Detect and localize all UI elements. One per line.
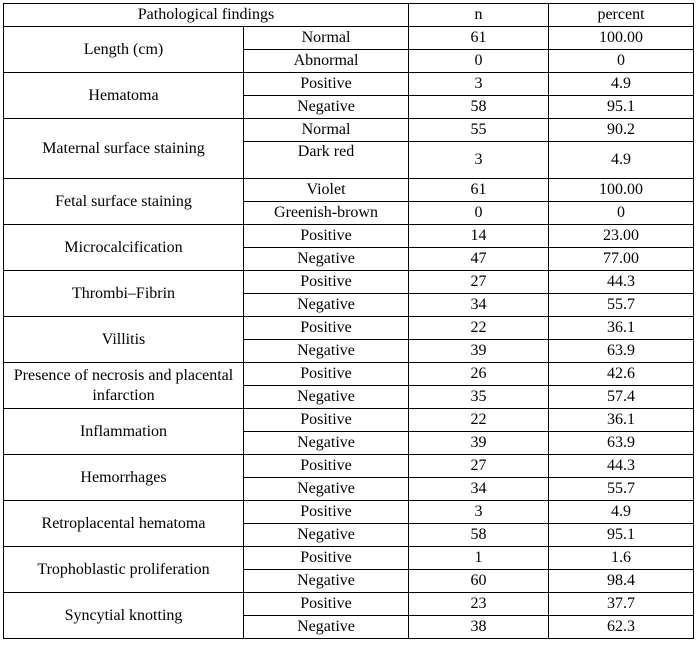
category-cell: Positive	[244, 455, 409, 478]
percent-cell: 77.00	[549, 248, 694, 271]
category-cell: Negative	[244, 294, 409, 317]
category-cell: Negative	[244, 432, 409, 455]
category-cell: Normal	[244, 119, 409, 142]
percent-cell: 44.3	[549, 455, 694, 478]
finding-label: Villitis	[4, 317, 244, 363]
finding-label: Hemorrhages	[4, 455, 244, 501]
table-row	[4, 271, 694, 294]
percent-cell: 57.4	[549, 386, 694, 409]
category-cell: Dark red	[244, 142, 409, 179]
category-cell: Positive	[244, 547, 409, 570]
category-cell: Violet	[244, 179, 409, 202]
table-row	[4, 179, 694, 202]
percent-cell: 98.4	[549, 570, 694, 593]
category-cell: Positive	[244, 409, 409, 432]
percent-cell: 100.00	[549, 179, 694, 202]
n-cell: 61	[409, 27, 549, 50]
n-cell: 34	[409, 294, 549, 317]
category-cell: Negative	[244, 386, 409, 409]
n-cell: 47	[409, 248, 549, 271]
n-cell: 26	[409, 363, 549, 386]
finding-label: Thrombi–Fibrin	[4, 271, 244, 317]
category-cell: Positive	[244, 73, 409, 96]
finding-label: Fetal surface staining	[4, 179, 244, 225]
finding-label: Presence of necrosis and placental infarction	[4, 363, 244, 409]
header-pathological-findings: Pathological findings	[4, 4, 409, 27]
percent-cell: 100.00	[549, 27, 694, 50]
n-cell: 38	[409, 616, 549, 639]
category-cell: Abnormal	[244, 50, 409, 73]
n-cell: 0	[409, 202, 549, 225]
table-row	[4, 225, 694, 248]
category-cell: Negative	[244, 524, 409, 547]
category-cell: Negative	[244, 570, 409, 593]
percent-cell: 0	[549, 202, 694, 225]
finding-label: Retroplacental hematoma	[4, 501, 244, 547]
findings-table	[3, 3, 694, 639]
category-cell: Positive	[244, 317, 409, 340]
header-n: n	[409, 4, 549, 27]
percent-cell: 62.3	[549, 616, 694, 639]
n-cell: 27	[409, 455, 549, 478]
percent-cell: 36.1	[549, 409, 694, 432]
finding-label: Syncytial knotting	[4, 593, 244, 639]
percent-cell: 1.6	[549, 547, 694, 570]
percent-cell: 63.9	[549, 432, 694, 455]
percent-cell: 95.1	[549, 524, 694, 547]
n-cell: 0	[409, 50, 549, 73]
n-cell: 27	[409, 271, 549, 294]
table-row	[4, 119, 694, 142]
percent-cell: 4.9	[549, 501, 694, 524]
n-cell: 22	[409, 317, 549, 340]
n-cell: 34	[409, 478, 549, 501]
percent-cell: 55.7	[549, 478, 694, 501]
category-cell: Positive	[244, 501, 409, 524]
category-cell: Positive	[244, 271, 409, 294]
category-cell: Negative	[244, 616, 409, 639]
n-cell: 3	[409, 73, 549, 96]
table-row	[4, 409, 694, 432]
percent-cell: 44.3	[549, 271, 694, 294]
header-percent: percent	[549, 4, 694, 27]
table-row	[4, 73, 694, 96]
table-row	[4, 317, 694, 340]
n-cell: 3	[409, 142, 549, 179]
percent-cell: 4.9	[549, 73, 694, 96]
percent-cell: 55.7	[549, 294, 694, 317]
table-row	[4, 363, 694, 386]
category-cell: Positive	[244, 593, 409, 616]
percent-cell: 0	[549, 50, 694, 73]
percent-cell: 23.00	[549, 225, 694, 248]
n-cell: 35	[409, 386, 549, 409]
n-cell: 14	[409, 225, 549, 248]
n-cell: 55	[409, 119, 549, 142]
category-cell: Negative	[244, 96, 409, 119]
finding-label: Inflammation	[4, 409, 244, 455]
n-cell: 60	[409, 570, 549, 593]
category-cell: Negative	[244, 478, 409, 501]
table-row	[4, 547, 694, 570]
n-cell: 23	[409, 593, 549, 616]
finding-label: Hematoma	[4, 73, 244, 119]
percent-cell: 36.1	[549, 317, 694, 340]
n-cell: 58	[409, 524, 549, 547]
percent-cell: 42.6	[549, 363, 694, 386]
table-row	[4, 27, 694, 50]
category-cell: Positive	[244, 363, 409, 386]
percent-cell: 90.2	[549, 119, 694, 142]
category-cell: Greenish-brown	[244, 202, 409, 225]
category-cell: Positive	[244, 225, 409, 248]
category-cell: Normal	[244, 27, 409, 50]
category-cell: Negative	[244, 340, 409, 363]
table-row	[4, 501, 694, 524]
percent-cell: 4.9	[549, 142, 694, 179]
finding-label: Maternal surface staining	[4, 119, 244, 179]
n-cell: 61	[409, 179, 549, 202]
finding-label: Trophoblastic proliferation	[4, 547, 244, 593]
category-cell: Negative	[244, 248, 409, 271]
n-cell: 39	[409, 340, 549, 363]
n-cell: 39	[409, 432, 549, 455]
n-cell: 22	[409, 409, 549, 432]
n-cell: 1	[409, 547, 549, 570]
percent-cell: 37.7	[549, 593, 694, 616]
finding-label: Length (cm)	[4, 27, 244, 73]
finding-label: Microcalcification	[4, 225, 244, 271]
n-cell: 3	[409, 501, 549, 524]
percent-cell: 63.9	[549, 340, 694, 363]
table-row	[4, 455, 694, 478]
percent-cell: 95.1	[549, 96, 694, 119]
n-cell: 58	[409, 96, 549, 119]
header-row	[4, 4, 694, 27]
table-row	[4, 593, 694, 616]
